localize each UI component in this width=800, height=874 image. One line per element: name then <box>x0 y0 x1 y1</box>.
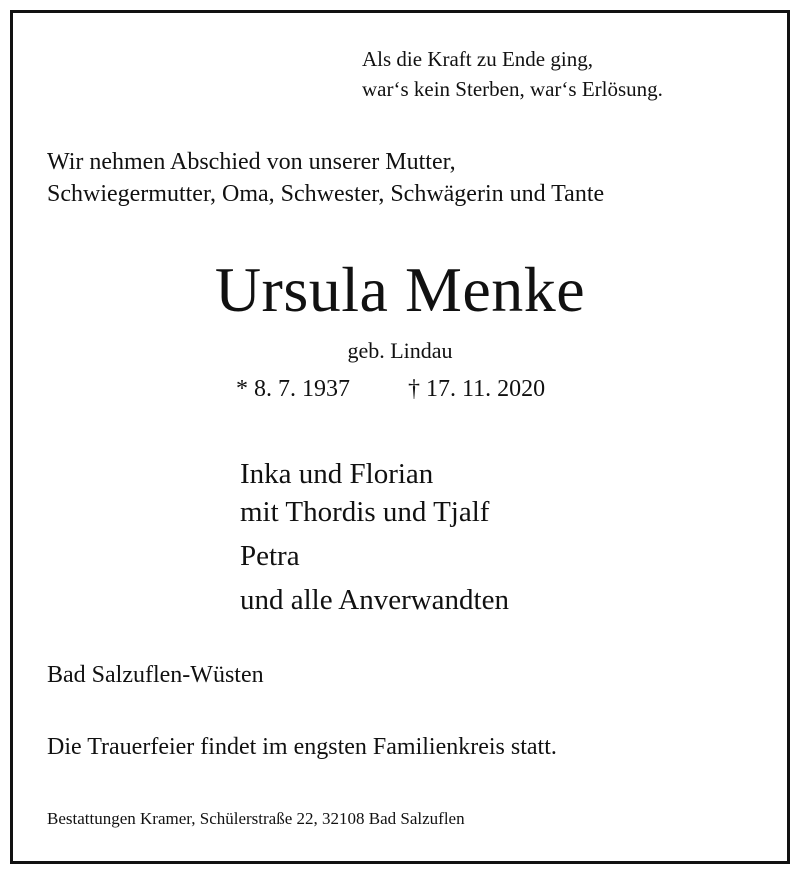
mourner-line: Inka und Florian <box>240 458 434 490</box>
motto-line-2: war‘s kein Sterben, war‘s Erlösung. <box>362 77 663 101</box>
intro-text <box>47 146 604 210</box>
mourner-line: Petra <box>240 540 300 572</box>
deceased-name: Ursula Menke <box>214 254 586 325</box>
undertaker-info: Bestattungen Kramer, Schülerstraße 22, 32108 Bad Salzuflen <box>47 809 465 828</box>
ceremony-note: Die Trauerfeier findet im engsten Familienkreis statt. <box>47 734 557 760</box>
maiden-name: geb. Lindau <box>347 338 453 363</box>
motto-line-1: Als die Kraft zu Ende ging, <box>362 47 593 71</box>
mourner-line: mit Thordis und Tjalf <box>240 496 490 528</box>
birth-date: * 8. 7. 1937 <box>236 376 350 402</box>
mourners-list <box>240 455 509 619</box>
intro-line-2: Schwiegermutter, Oma, Schwester, Schwägerin und Tante <box>47 181 605 207</box>
mourner-line: und alle Anverwandten <box>240 584 509 616</box>
place-name: Bad Salzuflen-Wüsten <box>47 662 264 688</box>
motto-verse <box>362 44 663 104</box>
death-date: † 17. 11. 2020 <box>408 376 546 402</box>
intro-line-1: Wir nehmen Abschied von unserer Mutter, <box>47 149 456 175</box>
